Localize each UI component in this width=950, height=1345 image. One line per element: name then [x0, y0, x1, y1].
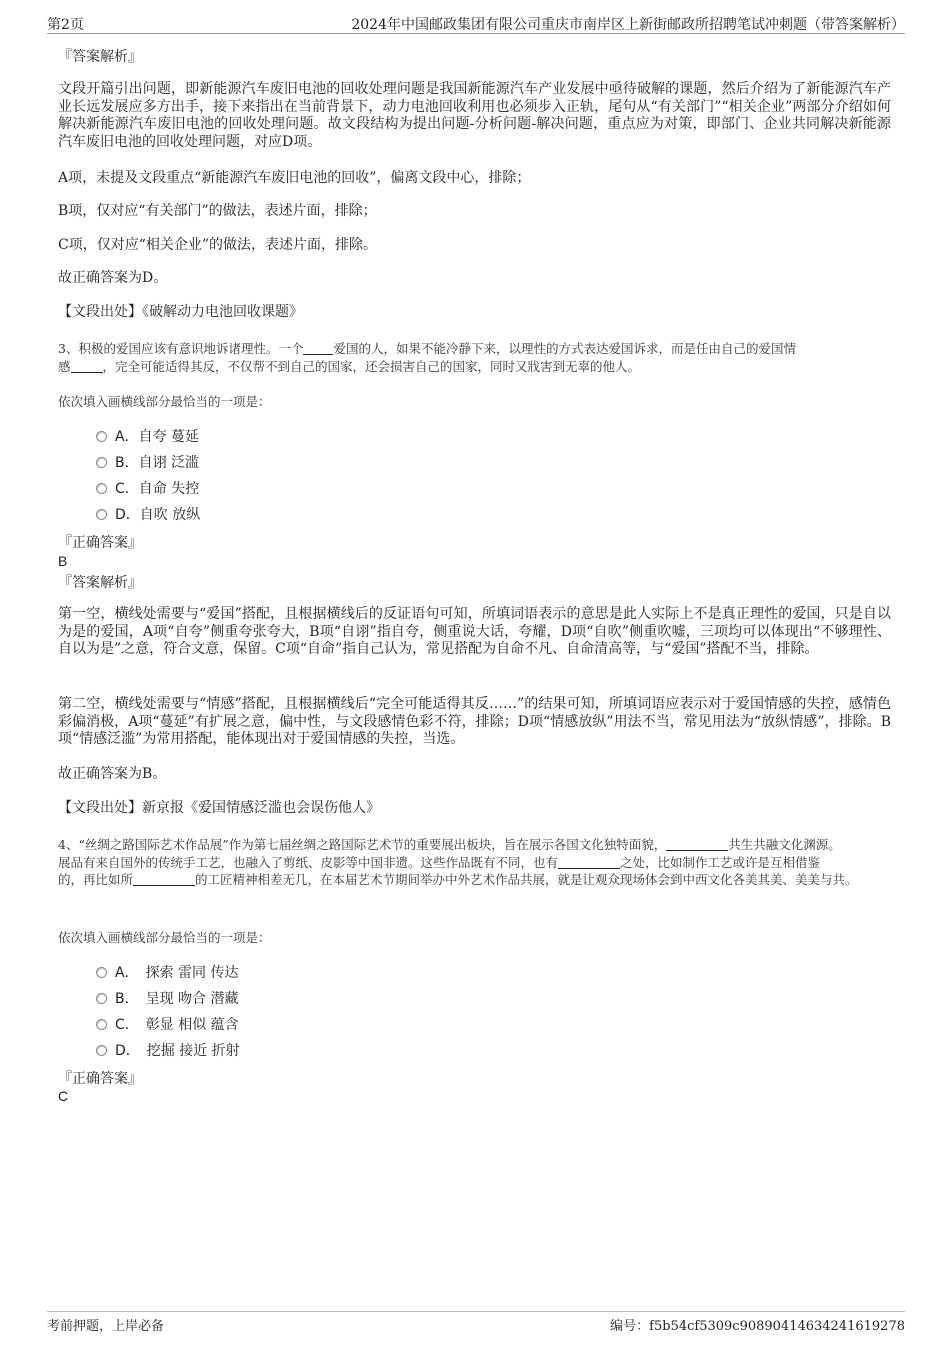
- radio-icon[interactable]: [96, 1045, 107, 1056]
- q3-conclusion: 故正确答案为B。: [58, 766, 167, 782]
- q3-option-b[interactable]: B．自诩 泛滥: [96, 452, 199, 474]
- q3-option-c[interactable]: C．自命 失控: [96, 478, 199, 500]
- q2-source: 【文段出处】《破解动力电池回收课题》: [58, 304, 303, 320]
- q2-conclusion: 故正确答案为D。: [58, 270, 168, 286]
- radio-icon[interactable]: [96, 483, 107, 494]
- q2-analysis-label: 『答案解析』: [58, 49, 142, 65]
- blank-2: [71, 359, 103, 373]
- document-id: 编号：f5b54cf5309c9089041463424161927​8: [610, 1319, 905, 1334]
- page-footer: [47, 1311, 905, 1334]
- q2-analysis-para4: C项，仅对应“相关企业”的做法，表述片面，排除。: [58, 237, 378, 253]
- q2-analysis-para1: 文段开篇引出问题，即新能源汽车废旧电池的回收处理问题是我国新能源汽车产业发展中亟待破解的课题，然后介绍为了新能源汽车产业长远发展应多方出手，接下来指出在当前背景下，动力电池回收利用也必须步入正轨，尾句从“有关部门”“相关企业”两部分介绍如何解决新能源汽车废旧电池的回收处理问题。故文段结构为提出问题-分析问题-解决问题，重点应为对策，即部门、企业共同解决新能源汽车废旧电池的回收处理问题，对应D项。: [58, 81, 891, 150]
- q3-instruction: 依次填入画横线部分最恰当的一项是：: [58, 394, 271, 409]
- q4-stem: 4、“丝绸之路国际艺术作品展”作为第七届丝绸之路国际艺术节的重要展出板块，旨在展示各国文化独特面貌， 共生共融文化渊源。 展品有来自国外的传统手工艺，也融入了剪纸、皮影等中国非遗。这些作品既有不同，也有 之处，比如制作工艺或许是互相借鉴 的，再比如所 的工匠精神相差无几，在本届艺术节期间举办中外艺术作品共展，就是让观众现场体会到中西文化各美其美、美美与共。: [58, 837, 858, 887]
- radio-icon[interactable]: [96, 967, 107, 978]
- q4-option-c[interactable]: C． 彰显 相似 蕴含: [96, 1014, 239, 1036]
- blank-1: [666, 837, 728, 851]
- q3-analysis-para1: 第一空，横线处需要与“爱国”搭配，且根据横线后的反证语句可知，所填词语表示的意思是此人实际上不是真正理性的爱国，只是自以为是的爱国，A项“自夸”侧重夸张夸大，B项“自诩”指自夸，侧重说大话，夸耀，D项“自吹”侧重吹嘘，三项均可以体现出“不够理性、自以为是”之意，符合文意，保留。C项“自命”指自己认为，常见搭配为自命不凡、自命清高等，与“爱国”搭配不当，排除。: [58, 606, 891, 657]
- q2-analysis-para3: B项，仅对应“有关部门”的做法，表述片面，排除；: [58, 203, 377, 219]
- q3-answer: B: [58, 553, 68, 569]
- q3-analysis-label: 『答案解析』: [58, 575, 142, 591]
- q4-option-d[interactable]: D． 挖掘 接近 折射: [96, 1040, 240, 1062]
- q3-option-a[interactable]: A．自夸 蔓延: [96, 426, 199, 448]
- q3-answer-label: 『正确答案』: [58, 535, 142, 551]
- radio-icon[interactable]: [96, 457, 107, 468]
- page-number: 第2页: [47, 17, 84, 33]
- page-header: [47, 13, 905, 34]
- radio-icon[interactable]: [96, 431, 107, 442]
- blank-3: [133, 872, 195, 886]
- q3-option-d[interactable]: D．自吹 放纵: [96, 504, 200, 526]
- radio-icon[interactable]: [96, 1019, 107, 1030]
- blank-1: [303, 341, 333, 355]
- q2-analysis-para2: A项，未提及文段重点“新能源汽车废旧电池的回收”，偏离文段中心，排除；: [58, 170, 531, 186]
- q4-instruction: 依次填入画横线部分最恰当的一项是：: [58, 930, 271, 945]
- blank-2: [558, 855, 620, 869]
- q4-option-b[interactable]: B． 呈现 吻合 潜藏: [96, 988, 239, 1010]
- q3-source: 【文段出处】新京报《爱国情感泛滥也会误伤他人》: [58, 800, 380, 816]
- document-title: 2024年中国邮政集团有限公司重庆市南岸区上新街邮政所招聘笔试冲刺题（带答案解析）: [351, 17, 905, 33]
- q4-answer: C: [58, 1088, 69, 1104]
- radio-icon[interactable]: [96, 509, 107, 520]
- q3-stem: 3、积极的爱国应该有意识地诉诸理性。一个 爱国的人，如果不能冷静下来，以理性的方式表达爱国诉求，而是任由自己的爱国情 感 ，完全可能适得其反，不仅帮不到自己的国家，还会损害自己的国家，同时又戕害到无辜的他人。: [58, 341, 796, 374]
- q3-analysis-para2: 第二空，横线处需要与“情感”搭配，且根据横线后“完全可能适得其反……”的结果可知，所填词语应表示对于爱国情感的失控，感情色彩偏消极，A项“蔓延”有扩展之意，偏中性，与文段感情色彩不符，排除；D项“情感放纵”用法不当，常见用法为“放纵情感”，排除。B项“情感泛滥”为常用搭配，能体现出对于爱国情感的失控，当选。: [58, 696, 891, 747]
- q4-option-a[interactable]: A． 探索 雷同 传达: [96, 962, 238, 984]
- radio-icon[interactable]: [96, 993, 107, 1004]
- footer-slogan: 考前押题，上岸必备: [47, 1319, 165, 1334]
- q4-answer-label: 『正确答案』: [58, 1071, 142, 1087]
